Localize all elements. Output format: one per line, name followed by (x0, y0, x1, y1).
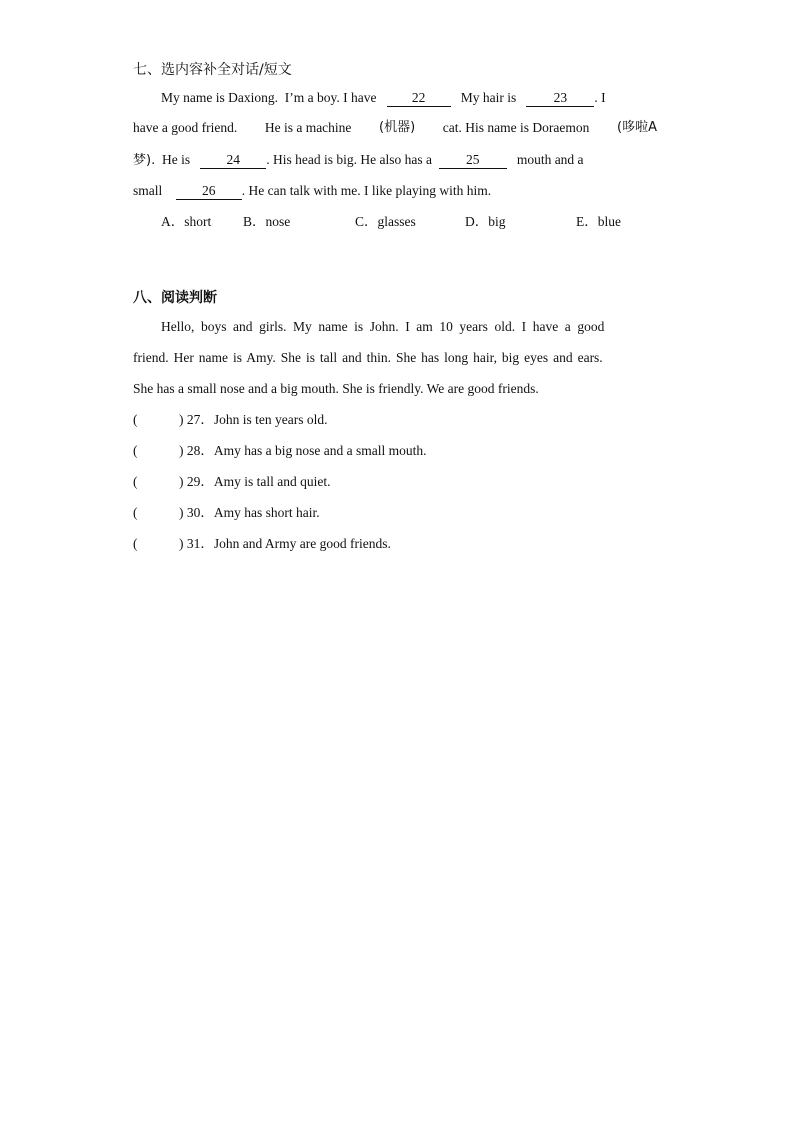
blank-25[interactable]: 25 (439, 152, 507, 169)
cloze-text: I’m a boy. I have (284, 90, 377, 105)
cloze-text: . His head is big. He also has a (266, 152, 432, 167)
answer-bracket[interactable]: ( (133, 536, 138, 551)
answer-bracket[interactable]: ( (133, 412, 138, 427)
cloze-text: cat. His name is Doraemon (442, 120, 590, 135)
cloze-text: . I (594, 90, 606, 105)
cloze-text: 梦). (133, 153, 156, 168)
cloze-text: small (133, 183, 163, 198)
cloze-text: (哆啦A (617, 120, 657, 135)
question-27 (133, 410, 327, 430)
blank-22[interactable]: 22 (387, 90, 451, 107)
passage-line-2: friend. Her name is Amy. She is tall and thin. She has long hair, big eyes and ears. (133, 350, 603, 365)
section-8-title: 八、阅读判断 (133, 290, 217, 306)
passage-text: Hello, boys and girls. My name is John. I am 10 years old. I have a good (161, 319, 605, 334)
question-text: ) 28．Amy has a big nose and a small mouth. (179, 443, 427, 458)
option-a: A．short (161, 214, 212, 229)
cloze-text: He is a machine (264, 120, 352, 135)
cloze-text: . He can talk with me. I like playing with him. (241, 183, 492, 198)
cloze-text: (机器) (379, 120, 416, 135)
cloze-line-1 (161, 88, 606, 108)
question-30 (133, 503, 320, 523)
question-text: ) 29．Amy is tall and quiet. (179, 474, 331, 489)
blank-23[interactable]: 23 (526, 90, 594, 107)
blank-26[interactable]: 26 (176, 183, 242, 200)
blank-24[interactable]: 24 (200, 152, 266, 169)
cloze-text: mouth and a (516, 152, 584, 167)
option-e: E．blue (576, 214, 621, 229)
cloze-line-3 (133, 150, 584, 171)
section-7-title: 七、选内容补全对话/短文 (133, 62, 292, 78)
option-c: C．glasses (355, 214, 416, 229)
question-text: ) 27．John is ten years old. (179, 412, 328, 427)
cloze-text: He is (161, 152, 191, 167)
question-29 (133, 472, 330, 492)
passage-line-1 (161, 317, 657, 337)
question-31 (133, 534, 391, 554)
question-text: ) 31．John and Army are good friends. (179, 536, 391, 551)
cloze-line-2 (133, 118, 657, 138)
question-28 (133, 441, 426, 461)
answer-bracket[interactable]: ( (133, 474, 138, 489)
answer-bracket[interactable]: ( (133, 505, 138, 520)
option-d: D．big (465, 214, 506, 229)
cloze-text: My name is Daxiong. (161, 90, 278, 105)
option-b: B．nose (243, 214, 291, 229)
question-text: ) 30．Amy has short hair. (179, 505, 320, 520)
cloze-line-4 (133, 181, 491, 201)
cloze-text: have a good friend. (133, 120, 238, 135)
answer-bracket[interactable]: ( (133, 443, 138, 458)
passage-line-3: She has a small nose and a big mouth. She is friendly. We are good friends. (133, 381, 539, 396)
cloze-text: My hair is (460, 90, 517, 105)
